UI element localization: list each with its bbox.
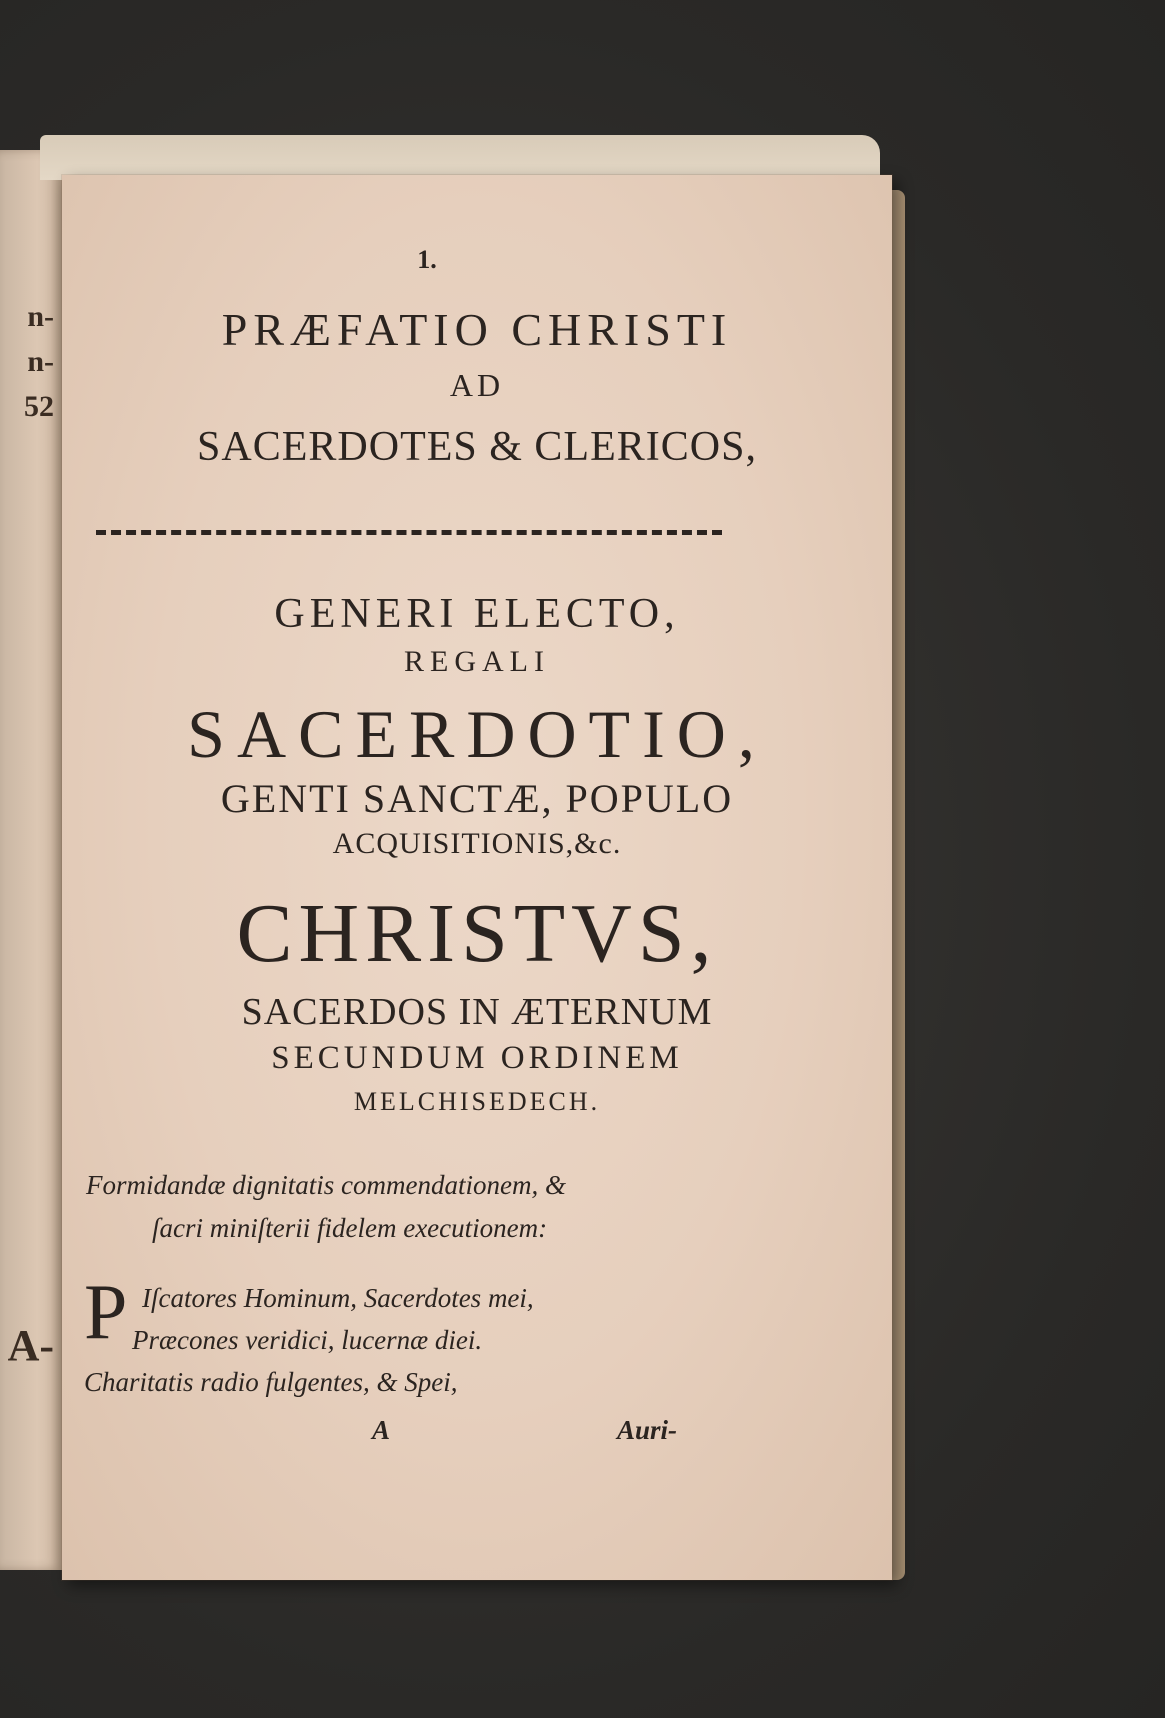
dedication-line-1: GENERI ELECTO, — [274, 591, 680, 637]
verse-line-2: Præcones veridici, lucernæ diei. — [132, 1325, 483, 1355]
edge-text: n- — [27, 345, 54, 378]
dedication-line-2: REGALI — [404, 645, 550, 678]
previous-page-edge — [0, 150, 62, 1570]
verse-line-1: Iſcatores Hominum, Sacerdotes mei, — [142, 1283, 534, 1313]
heading-line-2: AD — [449, 367, 505, 403]
verse-line-3: Charitatis radio fulgentes, & Spei, — [84, 1367, 458, 1397]
page-number: 1. — [417, 245, 437, 274]
heading-line-3: SACERDOTES & CLERICOS, — [197, 424, 757, 470]
edge-text: A- — [7, 1321, 54, 1370]
ornamental-rule — [96, 530, 722, 535]
dedication-line-4: GENTI SANCTÆ, POPULO — [220, 776, 734, 821]
signature-mark: A — [372, 1415, 391, 1445]
heading-line-1: PRÆFATIO CHRISTI — [221, 304, 733, 355]
italic-intro-line-2: ſacri miniſterii fidelem executionem: — [152, 1213, 548, 1243]
edge-text: 52 — [24, 390, 54, 423]
drop-capital: P — [84, 1268, 128, 1355]
edge-text: n- — [27, 300, 54, 333]
dedication-line-3: SACERDOTIO, — [187, 696, 767, 772]
catchword: Auri- — [617, 1415, 678, 1445]
book-binding-top — [40, 135, 880, 180]
dedication-line-8: SECUNDUM ORDINEM — [271, 1040, 683, 1076]
italic-intro-line-1: Formidandæ dignitatis commendationem, & — [86, 1170, 566, 1200]
dedication-line-5: ACQUISITIONIS,&c. — [332, 827, 622, 860]
book-page — [62, 175, 892, 1580]
dedication-line-6: CHRISTVS, — [236, 887, 718, 980]
dedication-line-7: SACERDOS IN ÆTERNUM — [241, 991, 713, 1033]
dedication-line-9: MELCHISEDECH. — [353, 1087, 601, 1116]
